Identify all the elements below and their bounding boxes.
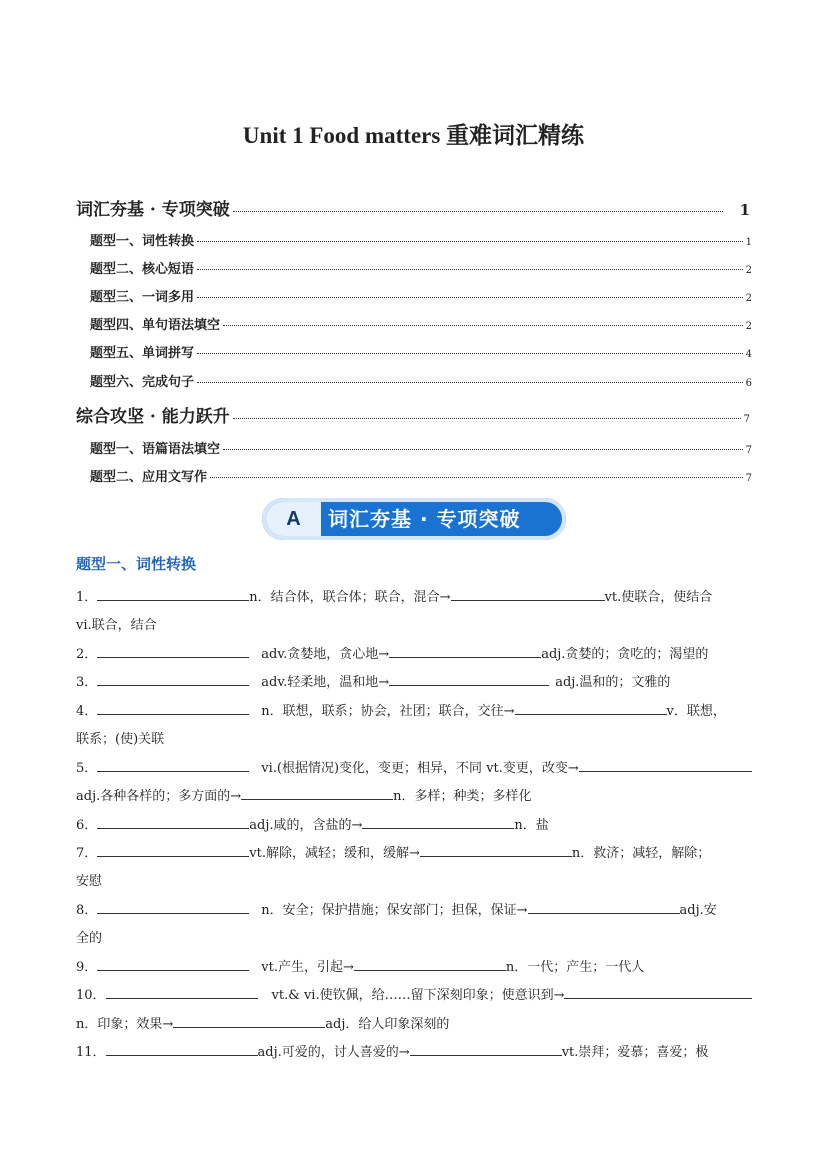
question-text: adj.咸的，含盐的→ xyxy=(249,818,363,833)
toc-entry[interactable] xyxy=(90,438,752,457)
answer-blank[interactable] xyxy=(515,701,667,715)
answer-blank[interactable] xyxy=(389,672,549,686)
question-number: 10． xyxy=(76,988,106,1003)
question-text: adj．给人印象深刻的 xyxy=(325,1017,450,1032)
answer-blank[interactable] xyxy=(97,758,249,772)
toc-page: 7 xyxy=(743,414,750,425)
question-number: 11． xyxy=(76,1045,106,1060)
question-1-cont: vi.联合，结合 xyxy=(76,618,157,633)
question-6 xyxy=(76,814,752,833)
question-3 xyxy=(76,671,752,690)
answer-blank[interactable] xyxy=(97,843,249,857)
toc-leader xyxy=(233,211,723,212)
question-text: n．一代；产生；一代人 xyxy=(505,960,645,975)
toc-entry[interactable] xyxy=(90,371,752,390)
toc-entry-section2[interactable] xyxy=(76,402,750,427)
question-number: 1． xyxy=(76,590,98,605)
question-text: adj.安 xyxy=(679,903,717,918)
question-7-cont: 安慰 xyxy=(76,874,103,889)
toc-leader xyxy=(197,353,743,354)
question-text: n．救济；减轻，解除； xyxy=(571,846,711,861)
question-text: vt.& vi.使钦佩，给……留下深刻印象；使意识到→ xyxy=(271,988,565,1003)
question-number: 8． xyxy=(76,903,98,918)
toc-entry[interactable] xyxy=(90,230,752,249)
question-text: vt.使联合，使结合 xyxy=(604,590,713,605)
answer-blank[interactable] xyxy=(106,985,258,999)
question-5-cont xyxy=(76,785,636,804)
answer-blank[interactable] xyxy=(97,644,249,658)
question-text: n．结合体，联合体；联合，混合→ xyxy=(249,590,451,605)
question-8 xyxy=(76,899,752,918)
question-text: vi.(根据情况)变化，变更；相异，不同 vt.变更，改变→ xyxy=(261,761,579,776)
answer-blank[interactable] xyxy=(528,900,680,914)
answer-blank[interactable] xyxy=(97,957,249,971)
answer-blank[interactable] xyxy=(564,985,752,999)
toc-leader xyxy=(197,241,743,242)
toc-label: 词汇夯基 · 专项突破 xyxy=(76,200,230,220)
toc-leader xyxy=(210,477,743,478)
answer-blank[interactable] xyxy=(410,1042,562,1056)
toc-label: 题型一、词性转换 xyxy=(90,234,195,249)
toc-page: 1 xyxy=(739,201,750,219)
answer-blank[interactable] xyxy=(173,1014,325,1028)
question-1 xyxy=(76,586,752,605)
answer-blank[interactable] xyxy=(97,900,249,914)
answer-blank[interactable] xyxy=(451,587,605,601)
toc-label: 题型六、完成句子 xyxy=(90,375,195,390)
toc-label: 题型二、核心短语 xyxy=(90,262,195,277)
question-text: adj.温和的；文雅的 xyxy=(555,675,671,690)
answer-blank[interactable] xyxy=(579,758,752,772)
toc-entry[interactable] xyxy=(90,286,752,305)
toc-page: 2 xyxy=(745,265,752,276)
banner-text: 词汇夯基 · 专项突破 xyxy=(328,507,521,531)
answer-blank[interactable] xyxy=(354,957,506,971)
answer-blank[interactable] xyxy=(362,815,514,829)
question-number: 6． xyxy=(76,818,98,833)
toc-leader xyxy=(233,418,741,419)
question-number: 9． xyxy=(76,960,98,975)
toc-label: 题型三、一词多用 xyxy=(90,290,195,305)
question-text: adv.轻柔地，温和地→ xyxy=(261,675,390,690)
toc-entry[interactable] xyxy=(90,314,752,333)
banner-letter: A xyxy=(266,502,321,536)
answer-blank[interactable] xyxy=(97,587,249,601)
toc-entry[interactable] xyxy=(90,342,752,361)
toc-entry-section1[interactable] xyxy=(76,195,750,220)
question-text: v．联想， xyxy=(666,704,726,719)
question-text: vt.解除，减轻；缓和，缓解→ xyxy=(249,846,420,861)
toc-page: 1 xyxy=(745,237,752,248)
question-number: 3． xyxy=(76,675,98,690)
question-number: 5． xyxy=(76,761,98,776)
answer-blank[interactable] xyxy=(106,1042,258,1056)
question-text: adv.贪婪地，贪心地→ xyxy=(261,647,390,662)
toc-leader xyxy=(223,325,743,326)
toc-leader xyxy=(197,297,743,298)
answer-blank[interactable] xyxy=(389,644,541,658)
toc-label: 题型二、应用文写作 xyxy=(90,470,208,485)
question-2 xyxy=(76,643,752,662)
question-text: vt.产生，引起→ xyxy=(261,960,354,975)
toc-page: 7 xyxy=(745,473,752,484)
question-10-cont xyxy=(76,1013,556,1032)
answer-blank[interactable] xyxy=(241,786,393,800)
toc-page: 2 xyxy=(745,321,752,332)
answer-blank[interactable] xyxy=(97,701,249,715)
question-10 xyxy=(76,984,752,1003)
toc-entry[interactable] xyxy=(90,466,752,485)
question-text: n．印象；效果→ xyxy=(76,1017,174,1032)
question-text: adj.各种各样的；多方面的→ xyxy=(76,789,242,804)
toc-page: 6 xyxy=(745,378,752,389)
toc-leader xyxy=(197,269,743,270)
question-9 xyxy=(76,956,752,975)
section-banner xyxy=(262,498,566,540)
toc-label: 题型一、语篇语法填空 xyxy=(90,442,221,457)
question-7 xyxy=(76,842,752,861)
document-title: Unit 1 Food matters 重难词汇精练 xyxy=(242,123,585,148)
toc-page: 7 xyxy=(745,445,752,456)
question-text: adj.贪婪的；贪吃的；渴望的 xyxy=(541,647,709,662)
question-number: 2． xyxy=(76,647,98,662)
toc-entry[interactable] xyxy=(90,258,752,277)
question-number: 4． xyxy=(76,704,98,719)
toc-label: 综合攻坚 · 能力跃升 xyxy=(76,407,230,427)
answer-blank[interactable] xyxy=(420,843,572,857)
question-text: n．盐 xyxy=(514,818,549,833)
section-heading: 题型一、词性转换 xyxy=(76,555,197,573)
question-text: adj.可爱的，讨人喜爱的→ xyxy=(257,1045,410,1060)
toc-page: 4 xyxy=(745,349,752,360)
answer-blank[interactable] xyxy=(97,672,249,686)
toc-label: 题型四、单句语法填空 xyxy=(90,318,221,333)
toc-label: 题型五、单词拼写 xyxy=(90,346,195,361)
question-text: n．多样；种类；多样化 xyxy=(393,789,532,804)
question-11 xyxy=(76,1041,752,1060)
question-text: vt.崇拜；爱慕；喜爱；极 xyxy=(561,1045,709,1060)
toc-leader xyxy=(197,382,743,383)
toc-page: 2 xyxy=(745,293,752,304)
question-4-cont: 联系；(使)关联 xyxy=(76,732,165,747)
question-8-cont: 全的 xyxy=(76,931,103,946)
answer-blank[interactable] xyxy=(97,815,249,829)
question-4 xyxy=(76,700,752,719)
question-number: 7． xyxy=(76,846,98,861)
question-text: n．联想，联系；协会，社团；联合，交往→ xyxy=(261,704,515,719)
question-text: n．安全；保护措施；保安部门；担保，保证→ xyxy=(261,903,528,918)
toc-leader xyxy=(223,449,743,450)
question-5 xyxy=(76,757,752,776)
